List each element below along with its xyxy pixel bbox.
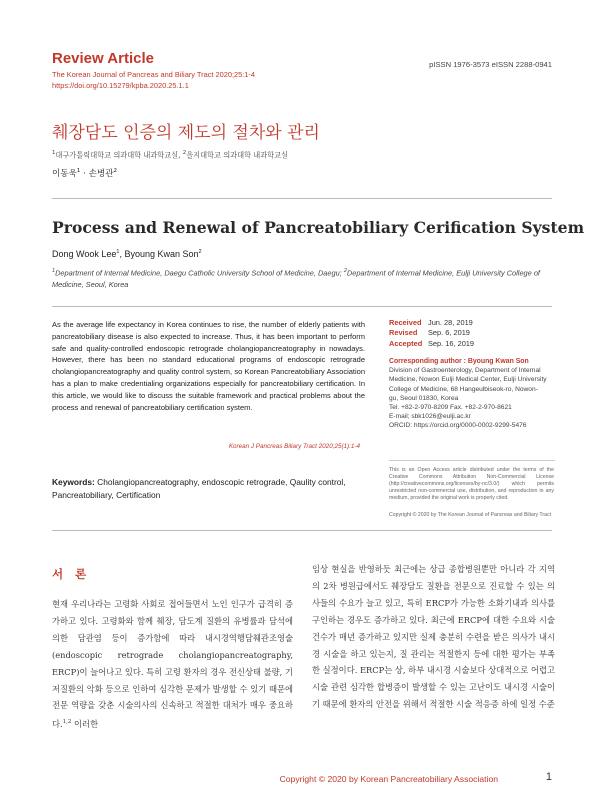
divider [52,198,552,199]
affil-sup: 2 [182,150,187,156]
doi-link[interactable]: https://doi.org/10.15279/kpba.2020.25.1.1 [52,81,189,90]
korean-affiliations [52,150,288,160]
affil-sup: 1 [52,268,56,274]
affil-sup: 2 [343,268,347,274]
divider [52,306,552,307]
received-label: Received [389,318,422,327]
author-sup: 2 [198,249,202,255]
corr-line: College of Medicine, 68 Hangeulbiseok-ro, Nowon- [389,385,538,393]
corresponding-author [389,357,557,431]
accepted-date: Sep. 16, 2019 [428,338,475,348]
body-col1-tail: 이러한 [71,719,99,730]
author-sup: 2 [113,168,118,175]
english-affil-1: Department of Internal Medicine, Daegu Catholic University School of Medicine, Daegu; [55,268,344,278]
revised-date: Sep. 6, 2019 [428,328,470,338]
affil-sup: 1 [52,150,56,156]
received-row [389,318,474,328]
page-number: 1 [545,771,552,783]
abstract-text: As the average life expectancy in Korea continues to rise, the number of elderly patients with pancreatobiliary disease is also expected to increase. Thus, it has been important to perform safe and quality-controlled endoscopic retrograde cholangiopancreatography in nowadays. However, there has been no standard educational programs of endoscopic retrograde cholangiopancreatography and quality control system, so Korean Pancreatobiliary Association has a plan to make credentialing organizations especially for pancreatobiliary certification. In this article, we would like to discuss the suitable framework and practical problems about the process and renewal of pancreatobiliary certification system. [52,320,365,412]
issn: pISSN 1976-3573 eISSN 2288-0941 [429,60,552,69]
divider [52,530,552,531]
korean-affil-1: 대구가톨릭대학교 의과대학 내과학교실, [55,150,183,160]
keywords-list: Cholangiopancreatography, endoscopic retrograde, Qaulity control, Pancreatobiliary, Certification [52,477,346,500]
corr-line: Division of Gastroenterology, Department of Internal [389,367,541,375]
english-authors [52,249,202,259]
korean-title: 췌장담도 인증의 제도의 절차와 관리 [52,123,320,143]
korean-affil-2: 을지대학교 의과대학 내과학교실 [186,150,288,160]
accepted-label: Accepted [389,338,423,348]
english-author-2: Byoung Kwan Son [124,249,199,259]
journal-citation: The Korean Journal of Pancreas and Biliary Tract 2020;25:1-4 [52,70,255,79]
received-date: Jun. 28, 2019 [428,318,473,327]
author-sup: 1 [116,249,120,255]
corresponding-author-head: Corresponding author : Byoung Kwan Son [389,358,529,365]
corr-line: Medicine, Nowon Eulji Medical Center, Eulji University [389,376,547,384]
body-col1-text: 현재 우리나라는 고령화 사회로 접어들면서 노인 인구가 급격히 증가하고 있다. 고령화와 함께 췌장, 담도계 질환의 유병률과 담석에 의한 담관염 등이 증가함에 따라 내시경역행담췌관조영술(endoscopic retrograde cholangiopancreatography, ERCP)이 늘어나고 있다. 특히 고령 환자의 경우 전신상태 불량, 기저질환의 악화 등으로 인하여 심각한 문제가 발생할 수 있기 때문에 전문 역량을 갖춘 시술의사의 신속하고 적절한 대처가 매우 중요하다. [52,599,293,730]
abstract-citation: Korean J Pancreas Biliary Tract 2020;25(1):1-4 [228,443,360,450]
corr-email[interactable]: E-mail; sbk1026@eulji.ac.kr [389,413,471,421]
section-heading: 서 론 [52,567,91,581]
revised-row [389,328,474,338]
article-dates [389,318,474,349]
corr-orcid[interactable]: ORCID: https://orcid.org/0000-0002-9299-5476 [389,422,527,430]
corr-phone-fax: Tel. +82-2-970-8209 Fax. +82-2-970-8621 [389,404,512,412]
author-sup: 1 [76,168,81,175]
footer-copyright: Copyright © 2020 by Korean Pancreatobiliary Association [279,774,498,784]
article-type: Review Article [52,50,154,67]
keywords-label: Keywords: [52,477,98,487]
body-column-2: 임상 현실을 반영하듯 최근에는 상급 종합병원뿐만 아니라 각 지역의 2차 병원급에서도 췌장담도 질환을 전문으로 진료할 수 있는 의사들의 수요가 늘고 있고, 특히 ERCP가 가능한 소화기내과 의사를 구인하는 경우도 증가하고 있다. 최근에 ERCP에 대한 수요와 시술건수가 매년 증가하고 있지만 실제 충분히 수련을 받은 의사가 내시경 시술을 하고 있는지, 질 관리는 적절한지 등에 대한 평가는 부족한 실정이다. ERCP는 상, 하부 내시경 시술보다 상대적으로 어렵고 시술 관련 심각한 합병증이 발생할 수 있는 고난이도 내시경 시술이기 때문에 환자의 안전을 위해서 적절한 시술 적응증 하에 일정 수준 [312,564,555,710]
english-author-1: Dong Wook Lee [52,249,117,259]
korean-author-1: 이동욱 [52,169,77,179]
author-separator: , [119,249,125,259]
revised-label: Revised [389,328,418,338]
author-separator: · [80,169,89,179]
english-title: Process and Renewal of Pancreatobiliary Cerification System [52,218,585,237]
sidebar-divider [389,460,555,461]
open-access-notice: This is an Open Access article distributed under the terms of the Creative Commons Attribution Non-Commercial License (http://creativecommons.org/licenses/by-nc/3.0/) which permits unrestricted non-commercial use, distribution, and reproduction in any medium, provided the original work is properly cited. [389,467,554,502]
english-affil-2: Department of Internal Medicine, Eulji University College of Medicine, Seoul, Korea [52,268,540,289]
english-affiliations [52,266,552,290]
journal-copyright: Copyright © 2020 by The Korean Journal of Pancreas and Biliary Tract [389,512,552,518]
korean-authors [52,167,117,179]
korean-author-2: 손병관 [88,169,114,179]
corr-line: gu, Seoul 01830, Korea [389,394,459,402]
accepted-row [389,339,474,349]
body-column-1 [52,596,293,733]
keywords [52,476,370,501]
reference-sup: 1,2 [62,719,72,726]
